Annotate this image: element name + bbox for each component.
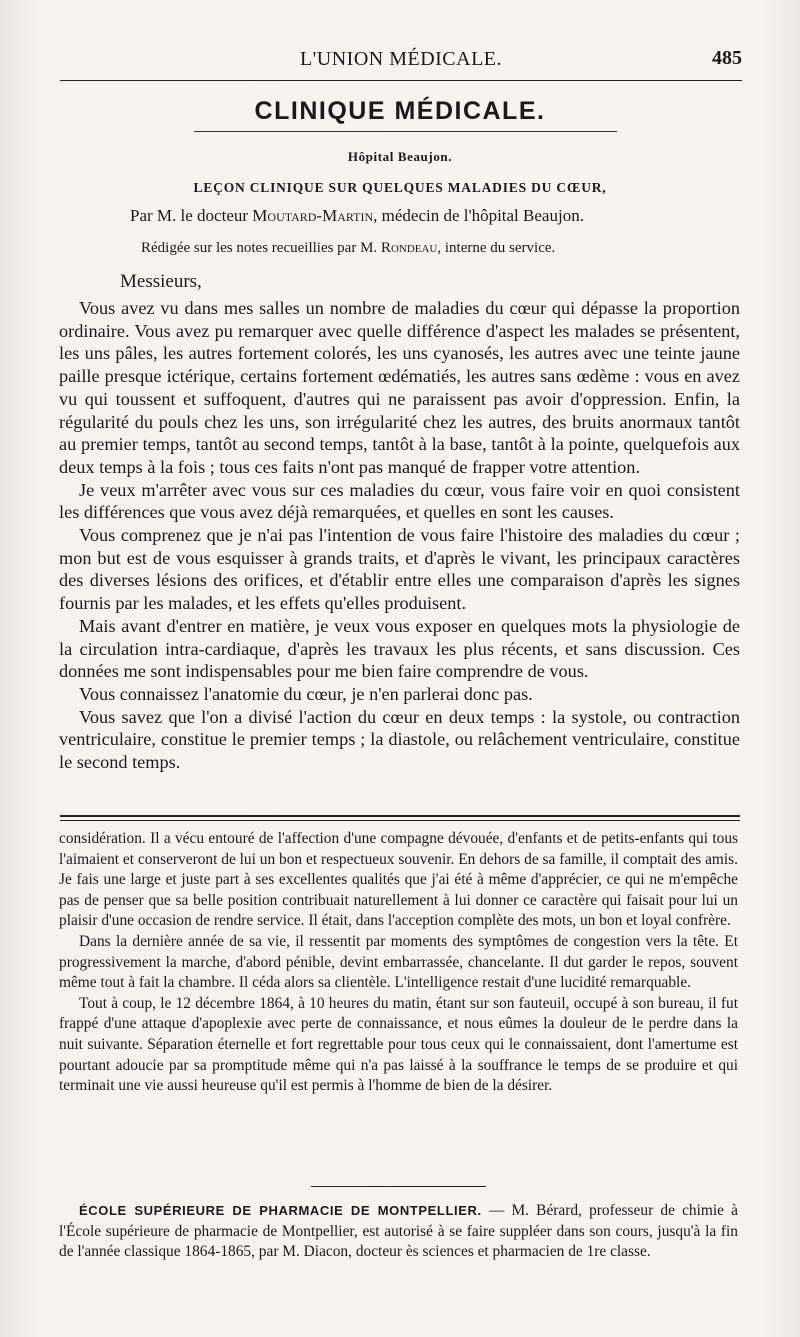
redaction-line <box>141 240 760 257</box>
author-line <box>130 206 760 226</box>
separator-rule <box>311 1186 486 1187</box>
section-title: CLINIQUE MÉDICALE. <box>254 97 546 125</box>
lecture-paragraph: Vous connaissez l'anatomie du cœur, je n'en parlerai donc pas. <box>79 683 533 704</box>
feuilleton-rule-bottom <box>60 820 740 821</box>
running-head: L'UNION MÉDICALE. <box>299 48 503 70</box>
notice-text: — M. Bérard, professeur de chimie à l'École supérieure de pharmacie de Montpellier, est autorisé à se faire suppléer dans son cours, jusqu'à la fin de l'année classique 1864-1865, par M. Diacon, docteur ès sciences et pharmacien de 1re classe. <box>59 1202 738 1261</box>
page-header <box>60 44 742 78</box>
lecture-paragraph: Mais avant d'entrer en matière, je veux vous exposer en quelques mots la physiologie de la circulation intra-cardiaque, d'après les travaux les plus récents, et sans discussion. Ces données me sont indispensables pour me bien faire comprendre de vous. <box>59 615 740 682</box>
feuilleton-rule-top <box>60 815 740 817</box>
header-rule <box>60 80 742 81</box>
page-number: 485 <box>712 47 742 69</box>
redaction-name: Rondeau <box>380 240 438 256</box>
obituary-paragraph: Dans la dernière année de sa vie, il ressentit par moments des symptômes de congestion vers la tête. Et progressivement la marche, d'abord pénible, devint embarrassée, chancelante. Il dut garder le repos, souvent même tout à fait la chambre. Il céda alors sa clientèle. L'intelligence restait d'une lucidité remarquable. <box>59 932 738 992</box>
notice-paragraph <box>59 1201 738 1263</box>
notice-title: ÉCOLE SUPÉRIEURE DE PHARMACIE DE MONTPELLIER. <box>79 1203 482 1218</box>
lecture-paragraph: Vous savez que l'on a divisé l'action du cœur en deux temps : la systole, ou contraction ventriculaire, constitue le premier temps ; la diastole, ou relâchement ventriculaire, constitue le second temps. <box>59 706 740 773</box>
author-prefix: Par M. le docteur <box>130 206 249 225</box>
redaction-suffix: , interne du service. <box>437 240 556 256</box>
school-notice <box>59 1201 738 1263</box>
hospital-name: Hôpital Beaujon. <box>347 149 453 164</box>
salutation: Messieurs, <box>120 271 202 292</box>
title-rule <box>194 131 617 132</box>
lecture-paragraph: Je veux m'arrêter avec vous sur ces maladies du cœur, vous faire voir en quoi consistent les différences que vous avez déjà remarquées, et quelles en sont les causes. <box>59 479 740 523</box>
obituary-text <box>59 829 738 1097</box>
redaction-prefix: Rédigée sur les notes recueillies par M. <box>141 240 378 256</box>
obituary-paragraph: considération. Il a vécu entouré de l'affection d'une compagne dévouée, d'enfants et de petits-enfants qui tous l'aimaient et conserveront de lui un bon et respectueux souvenir. En dehors de sa famille, il comptait des amis. Je fais une large et juste part à ses excellentes qualités que j'ai été à même d'apprécier, ce qui ne m'empêche pas de penser que sa belle position contribuait naturellement à lui donner ce caractère qui faisait pour lui un plaisir d'une occasion de rendre service. Il était, dans l'acception complète des mots, un bon et loyal confrère. <box>59 830 738 930</box>
author-suffix: , médecin de l'hôpital Beaujon. <box>373 206 584 225</box>
author-name: Moutard-Martin <box>252 206 374 225</box>
lecture-title: LEÇON CLINIQUE SUR QUELQUES MALADIES DU CŒUR, <box>193 180 607 195</box>
lecture-body <box>59 297 740 774</box>
lecture-paragraph: Vous avez vu dans mes salles un nombre de maladies du cœur qui dépasse la proportion ordinaire. Vous avez pu remarquer avec quelle différence d'aspect les malades se présentent, les uns pâles, les autres fortement colorés, les uns cyanosés, les autres avec une teinte jaune paille presque ictérique, certains fortement œdématiés, les autres sans œdème : vous en avez vu qui toussent et suffoquent, d'autres qui ne paraissent pas avoir d'oppression. Enfin, la régularité du pouls chez les uns, son irrégularité chez les autres, des bruits anormaux tantôt au premier temps, tantôt au second temps, tantôt à la base, tantôt à la pointe, quelquefois aux deux temps à la fois ; tous ces faits n'ont pas manqué de frapper votre attention. <box>59 298 740 477</box>
lecture-paragraph: Vous comprenez que je n'ai pas l'intention de vous faire l'histoire des maladies du cœur ; mon but est de vous esquisser à grands traits, et d'après le vivant, les principaux caractères des diverses lésions des orifices, et d'établir entre elles une comparaison d'après les signes fournis par les malades, et les effets qu'elles produisent. <box>59 525 740 614</box>
obituary-paragraph: Tout à coup, le 12 décembre 1864, à 10 heures du matin, étant sur son fauteuil, occupé à son bureau, il fut frappé d'une attaque d'apoplexie avec perte de connaissance, et nous eûmes la douleur de le perdre dans la nuit suivante. Séparation éternelle et fort regrettable pour tous ceux qui le connaissaient, dont l'amertume est pourtant adoucie par sa promptitude même qui n'a pas laissé à la souffrance le temps de se produire et qui terminait une vie aussi heureuse qu'il est permis à l'homme de bien de la désirer. <box>59 994 738 1095</box>
